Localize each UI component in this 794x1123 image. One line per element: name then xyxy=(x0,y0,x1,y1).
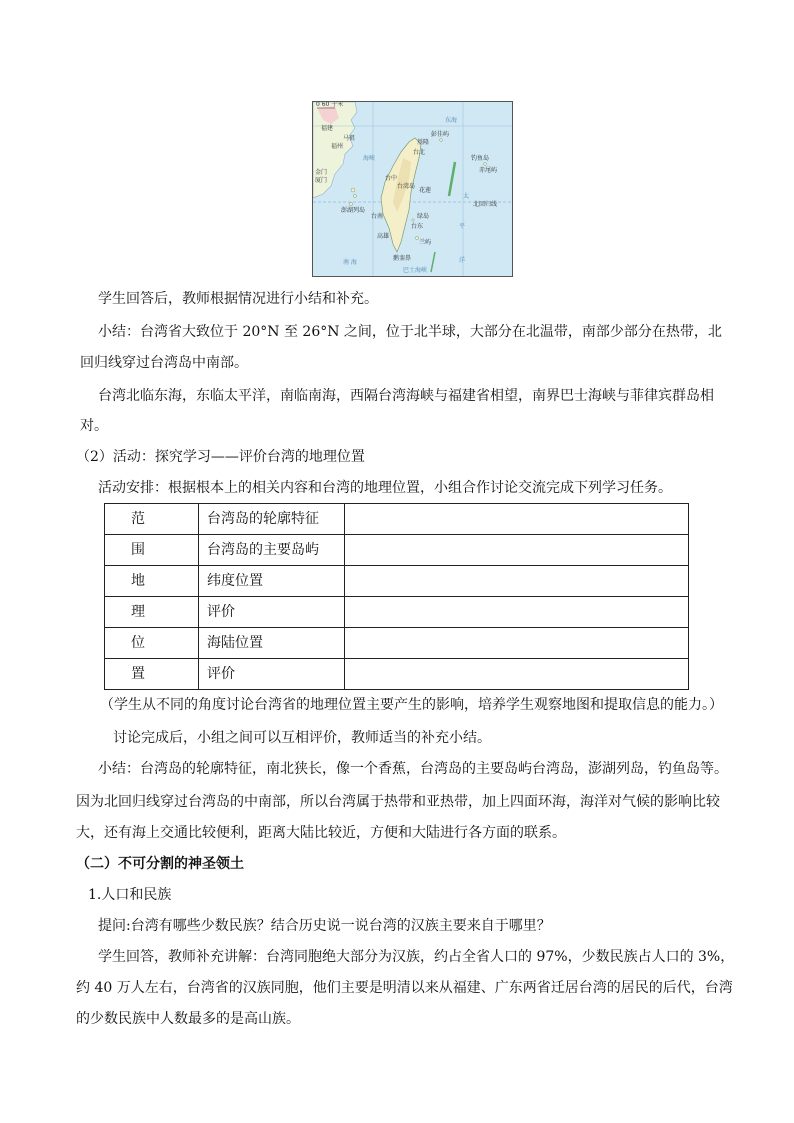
label-diaoyu: 钓鱼岛 xyxy=(471,155,490,162)
table-row xyxy=(105,659,689,690)
para-explain-c: 的少数民族中人数最多的是高山族。 xyxy=(76,1011,300,1027)
table-cell: 评价 xyxy=(199,597,345,628)
task-table xyxy=(104,503,689,690)
para-location-b: 对。 xyxy=(80,418,108,434)
table-row xyxy=(105,597,689,628)
label-penghu: 澎湖列岛 xyxy=(341,207,366,214)
map-graphic xyxy=(313,102,512,276)
table-row xyxy=(105,628,689,659)
label-lvdao: 绿岛 xyxy=(417,213,430,220)
taiwan-map xyxy=(312,101,513,277)
para-discussion-done: 讨论完成后，小组之间可以互相评价，教师适当的补充小结。 xyxy=(113,730,491,746)
label-kaohsiung: 高雄 xyxy=(377,233,390,240)
label-strait: 海峡 xyxy=(363,155,376,162)
answer-cell[interactable] xyxy=(345,535,689,566)
answer-cell[interactable] xyxy=(345,566,689,597)
table-row xyxy=(105,535,689,566)
table-cell: 范 xyxy=(105,504,199,535)
para-summary-1a: 小结：台湾省大致位于 20°N 至 26°N 之间，位于北半球，大部分在北温带，南部少部分在热带，北 xyxy=(98,324,722,340)
table-cell: 理 xyxy=(105,597,199,628)
label-pengjia: 彭佳屿 xyxy=(431,131,450,138)
label-tainan: 台南 xyxy=(371,213,384,220)
para-summary-2c: 大，还有海上交通比较便利，距离大陆比较近，方便和大陆进行各方面的联系。 xyxy=(76,825,566,841)
answer-cell[interactable] xyxy=(345,628,689,659)
para-discussion-note: （学生从不同的角度讨论台湾省的地理位置主要产生的影响，培养学生观察地图和提取信息的能力。） xyxy=(100,697,723,713)
answer-cell[interactable] xyxy=(345,504,689,535)
label-eluanbi: 鹅銮鼻 xyxy=(393,255,412,262)
map-scale: 0 60 千米 xyxy=(316,102,344,108)
table-cell: 置 xyxy=(105,659,199,690)
label-taiwan-island: 台湾岛 xyxy=(397,183,416,190)
table-cell: 围 xyxy=(105,535,199,566)
answer-cell[interactable] xyxy=(345,659,689,690)
label-tropic: 北回归线 xyxy=(473,201,498,208)
para-explain-a: 学生回答，教师补充讲解：台湾同胞绝大部分为汉族，约占全省人口的 97%，少数民族占人口的 3%， xyxy=(98,949,735,965)
label-matsu: 马祖 xyxy=(343,135,356,142)
table-cell: 海陆位置 xyxy=(199,628,345,659)
table-cell: 地 xyxy=(105,566,199,597)
label-southsea: 南 海 xyxy=(343,259,357,266)
answer-cell[interactable] xyxy=(345,597,689,628)
para-arrangement: 活动安排：根据根本上的相关内容和台湾的地理位置，小组合作讨论交流完成下列学习任务。 xyxy=(98,480,672,496)
para-summary-2a: 小结：台湾岛的轮廓特征，南北狭长，像一个香蕉，台湾岛的主要岛屿台湾岛，澎湖列岛，钓鱼岛等。 xyxy=(98,761,728,777)
table-cell: 纬度位置 xyxy=(199,566,345,597)
para-explain-b: 约 40 万人左右，台湾省的汉族同胞，他们主要是明清以来从福建、广东两省迁居台湾的居民的后代，台湾 xyxy=(76,980,733,996)
table-cell: 位 xyxy=(105,628,199,659)
para-question: 提问:台湾有哪些少数民族？结合历史说一说台湾的汉族主要来自于哪里？ xyxy=(98,918,551,934)
label-taitung: 台东 xyxy=(411,223,424,230)
label-hualien: 花莲 xyxy=(419,187,432,194)
label-donghai: 东海 xyxy=(445,117,458,124)
para-after-answer: 学生回答后，教师根据情况进行小结和补充。 xyxy=(98,291,378,307)
label-lanyu: 兰屿 xyxy=(419,239,432,246)
para-location-a: 台湾北临东海，东临太平洋，南临南海，西隔台湾海峡与福建省相望，南界巴士海峡与菲律宾群岛相 xyxy=(98,388,714,404)
label-pacific-1: 太 xyxy=(463,193,470,200)
table-row xyxy=(105,504,689,535)
section-heading: （二）不可分割的神圣领土 xyxy=(76,856,244,872)
table-cell: 台湾岛的主要岛屿 xyxy=(199,535,345,566)
label-chiwei: 赤尾屿 xyxy=(479,167,498,174)
label-keelung: 基隆 xyxy=(417,139,430,146)
para-summary-2b: 因为北回归线穿过台湾岛的中南部，所以台湾属于热带和亚热带，加上四面环海，海洋对气候的影响比较 xyxy=(76,794,720,810)
table-row xyxy=(105,566,689,597)
label-fuzhou: 福州 xyxy=(331,143,344,150)
label-pacific-3: 洋 xyxy=(459,257,466,264)
subsection-heading: 1.人口和民族 xyxy=(88,887,172,903)
label-fujian: 福建 xyxy=(321,125,334,132)
label-pacific-2: 平 xyxy=(459,223,466,230)
label-kinmen: 金门 xyxy=(315,169,328,176)
para-activity: （2）活动：探究学习——评价台湾的地理位置 xyxy=(76,449,365,465)
label-bashi: 巴士海峡 xyxy=(403,267,428,274)
label-xiamen: 厦门 xyxy=(315,177,328,184)
label-taipei: 台北 xyxy=(413,149,426,156)
table-cell: 台湾岛的轮廓特征 xyxy=(199,504,345,535)
table-cell: 评价 xyxy=(199,659,345,690)
label-taichung: 台中 xyxy=(385,175,398,182)
para-summary-1b: 回归线穿过台湾岛中南部。 xyxy=(80,355,248,371)
